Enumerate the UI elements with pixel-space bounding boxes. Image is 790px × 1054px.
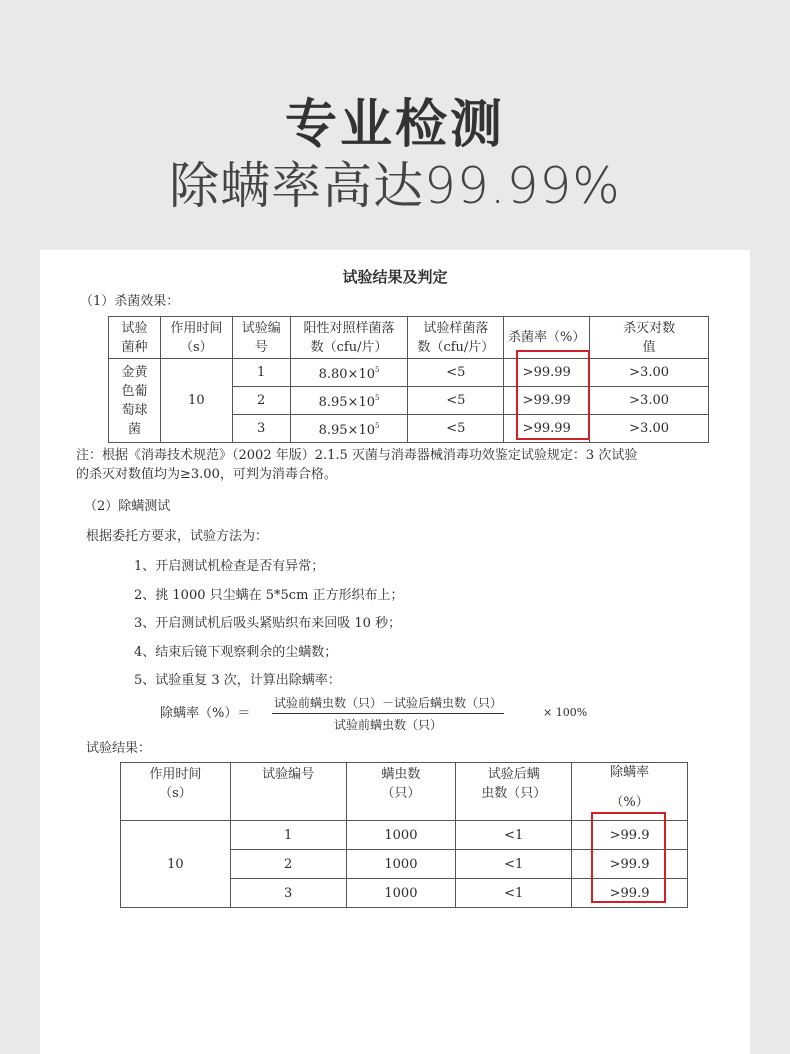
- positive-count: 8.95×10: [318, 423, 375, 438]
- report-title: 试验结果及判定: [342, 268, 448, 286]
- table-cell: 3: [230, 879, 346, 908]
- header-cell: 试验编号: [230, 763, 346, 821]
- formula-numerator: 试验前螨虫数（只）－试验后螨虫数（只）: [272, 694, 504, 714]
- header-cell: 试验 菌种: [109, 317, 161, 359]
- positive-count: 8.80×10: [318, 367, 375, 382]
- time-cell: 10: [160, 359, 232, 443]
- time-cell: 10: [121, 821, 231, 908]
- header-cell: 除螨率 （%）: [572, 763, 688, 821]
- table-cell: 1: [230, 821, 346, 850]
- header-cell: 作用时间 （s）: [121, 763, 231, 821]
- table-cell: 2: [230, 850, 346, 879]
- table-cell: [290, 359, 408, 387]
- table-cell: <5: [408, 387, 504, 415]
- header-cell: 试验编 号: [232, 317, 290, 359]
- method-step: 2、挑 1000 只尘螨在 5*5cm 正方形织布上；: [134, 588, 404, 603]
- positive-count: 8.95×10: [318, 395, 375, 410]
- table-cell: 1000: [346, 850, 456, 879]
- method-step: 5、试验重复 3 次，计算出除螨率：: [134, 673, 341, 688]
- note-line: 注：根据《消毒技术规范》（2002 年版）2.1.5 灭菌与消毒器械消毒功效鉴定试验规定：3 次试验: [76, 448, 638, 463]
- table-cell: 3: [232, 415, 290, 443]
- exponent: 5: [375, 366, 380, 374]
- test-report-document: [40, 250, 750, 1054]
- header-cell: 杀菌率（%）: [504, 317, 590, 359]
- exponent: 5: [375, 394, 380, 402]
- formula-multiplier: × 100%: [543, 706, 588, 719]
- table-cell: >99.99: [504, 387, 590, 415]
- method-step: 4、结束后镜下观察剩余的尘螨数；: [134, 645, 338, 660]
- table-cell: >99.9: [572, 821, 688, 850]
- header-cell: 试验样菌落 数（cfu/片）: [408, 317, 504, 359]
- exponent: 5: [375, 422, 380, 430]
- sterilization-results-table: [108, 316, 709, 443]
- method-step: 1、开启测试机检查是否有异常；: [134, 559, 325, 574]
- table-cell: <5: [408, 415, 504, 443]
- table-cell: <1: [456, 821, 572, 850]
- sterilization-rate-highlight: [516, 350, 590, 440]
- table-cell: [290, 415, 408, 443]
- headline-subtitle: 除螨率高达99.99%: [169, 157, 621, 215]
- headline-title: 专业检测: [284, 95, 505, 155]
- table-cell: <1: [456, 850, 572, 879]
- table-cell: 1000: [346, 879, 456, 908]
- table-cell: 2: [232, 387, 290, 415]
- mite-rate-highlight: [591, 812, 666, 903]
- table-cell: >99.99: [504, 359, 590, 387]
- method-step: 3、开启测试机后吸头紧贴织布来回吸 10 秒；: [134, 616, 402, 631]
- table-row: [109, 359, 709, 387]
- table-cell: >99.99: [504, 415, 590, 443]
- header-cell: 杀灭对数 值: [590, 317, 709, 359]
- table-cell: >3.00: [590, 415, 709, 443]
- header-cell: 作用时间 （s）: [160, 317, 232, 359]
- table-cell: <1: [456, 879, 572, 908]
- table-cell: 1000: [346, 821, 456, 850]
- table-cell: [290, 387, 408, 415]
- header-cell: 螨虫数 （只）: [346, 763, 456, 821]
- table-cell: >99.9: [572, 850, 688, 879]
- method-intro: 根据委托方要求，试验方法为：: [86, 529, 269, 544]
- species-cell: 金黄 色葡 萄球 菌: [109, 359, 161, 443]
- header-cell: 阳性对照样菌落 数（cfu/片）: [290, 317, 408, 359]
- table-header-row: [109, 317, 709, 359]
- table-cell: >99.9: [572, 879, 688, 908]
- table-cell: 1: [232, 359, 290, 387]
- section-mite-heading: （2）除螨测试: [84, 499, 171, 514]
- header-cell: 试验后螨 虫数（只）: [456, 763, 572, 821]
- table-cell: <5: [408, 359, 504, 387]
- table-cell: >3.00: [590, 387, 709, 415]
- table-cell: >3.00: [590, 359, 709, 387]
- formula-label: 除螨率（%）＝: [160, 706, 251, 721]
- section-sterilization-heading: （1）杀菌效果：: [80, 294, 180, 309]
- note-line: 的杀灭对数值均为≥3.00，可判为消毒合格。: [76, 467, 337, 482]
- results-label: 试验结果：: [86, 741, 152, 756]
- removal-rate-formula: [272, 694, 504, 733]
- formula-denominator: 试验前螨虫数（只）: [334, 718, 443, 732]
